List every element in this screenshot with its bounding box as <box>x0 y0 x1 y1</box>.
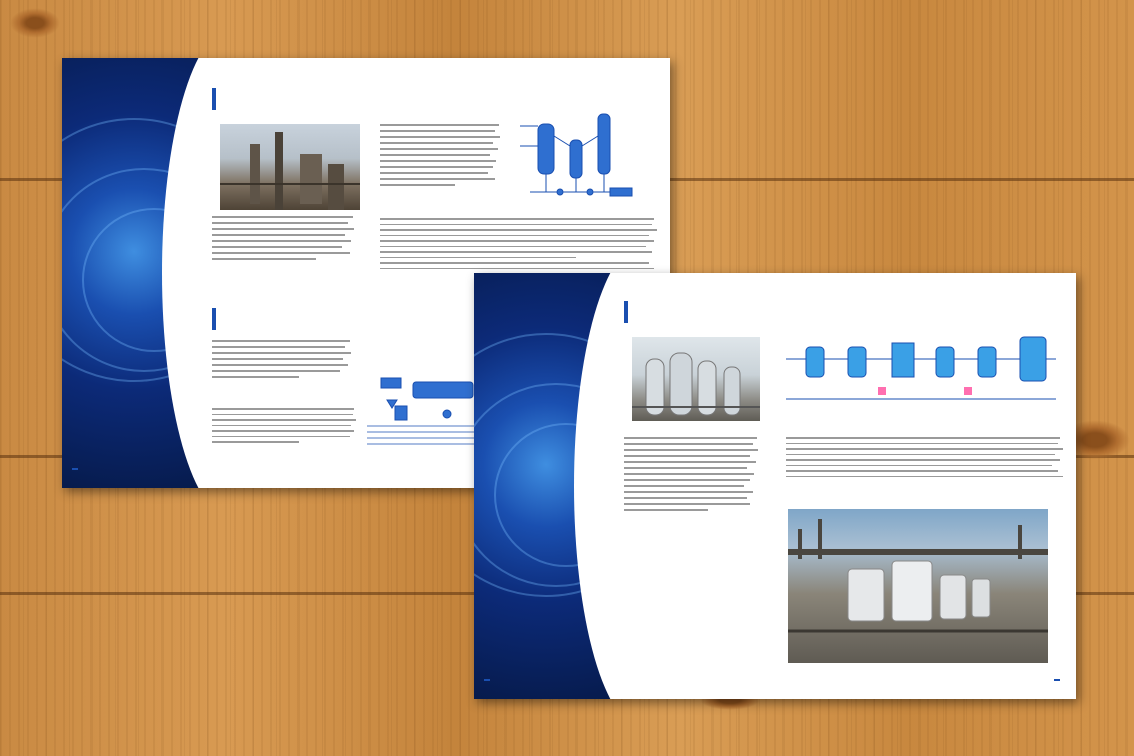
body-text-en-3 <box>786 437 1066 481</box>
body-text-en <box>380 218 660 273</box>
body-text-ja-2 <box>380 124 505 190</box>
body-text-ja <box>212 216 360 264</box>
page-number-left <box>484 679 490 681</box>
boiler-feed-plant-photo <box>788 509 1048 663</box>
body-text-ja-3 <box>212 340 357 382</box>
heading-accent-bar-3 <box>624 301 628 323</box>
page-number <box>72 468 78 470</box>
incinerator-flow-diagram <box>510 96 650 206</box>
body-text-ja-4 <box>624 437 764 515</box>
heading-accent-bar-2 <box>212 308 216 330</box>
brochure-spread-water-treatment <box>474 273 1076 699</box>
rotary-kiln-diagram <box>367 348 477 448</box>
body-text-en-2 <box>212 408 357 447</box>
plant-photo <box>220 124 360 210</box>
page-number-right <box>1054 679 1060 681</box>
pure-water-flow-diagram <box>786 329 1056 425</box>
heading-accent-bar <box>212 88 216 110</box>
water-plant-photo <box>632 337 760 421</box>
